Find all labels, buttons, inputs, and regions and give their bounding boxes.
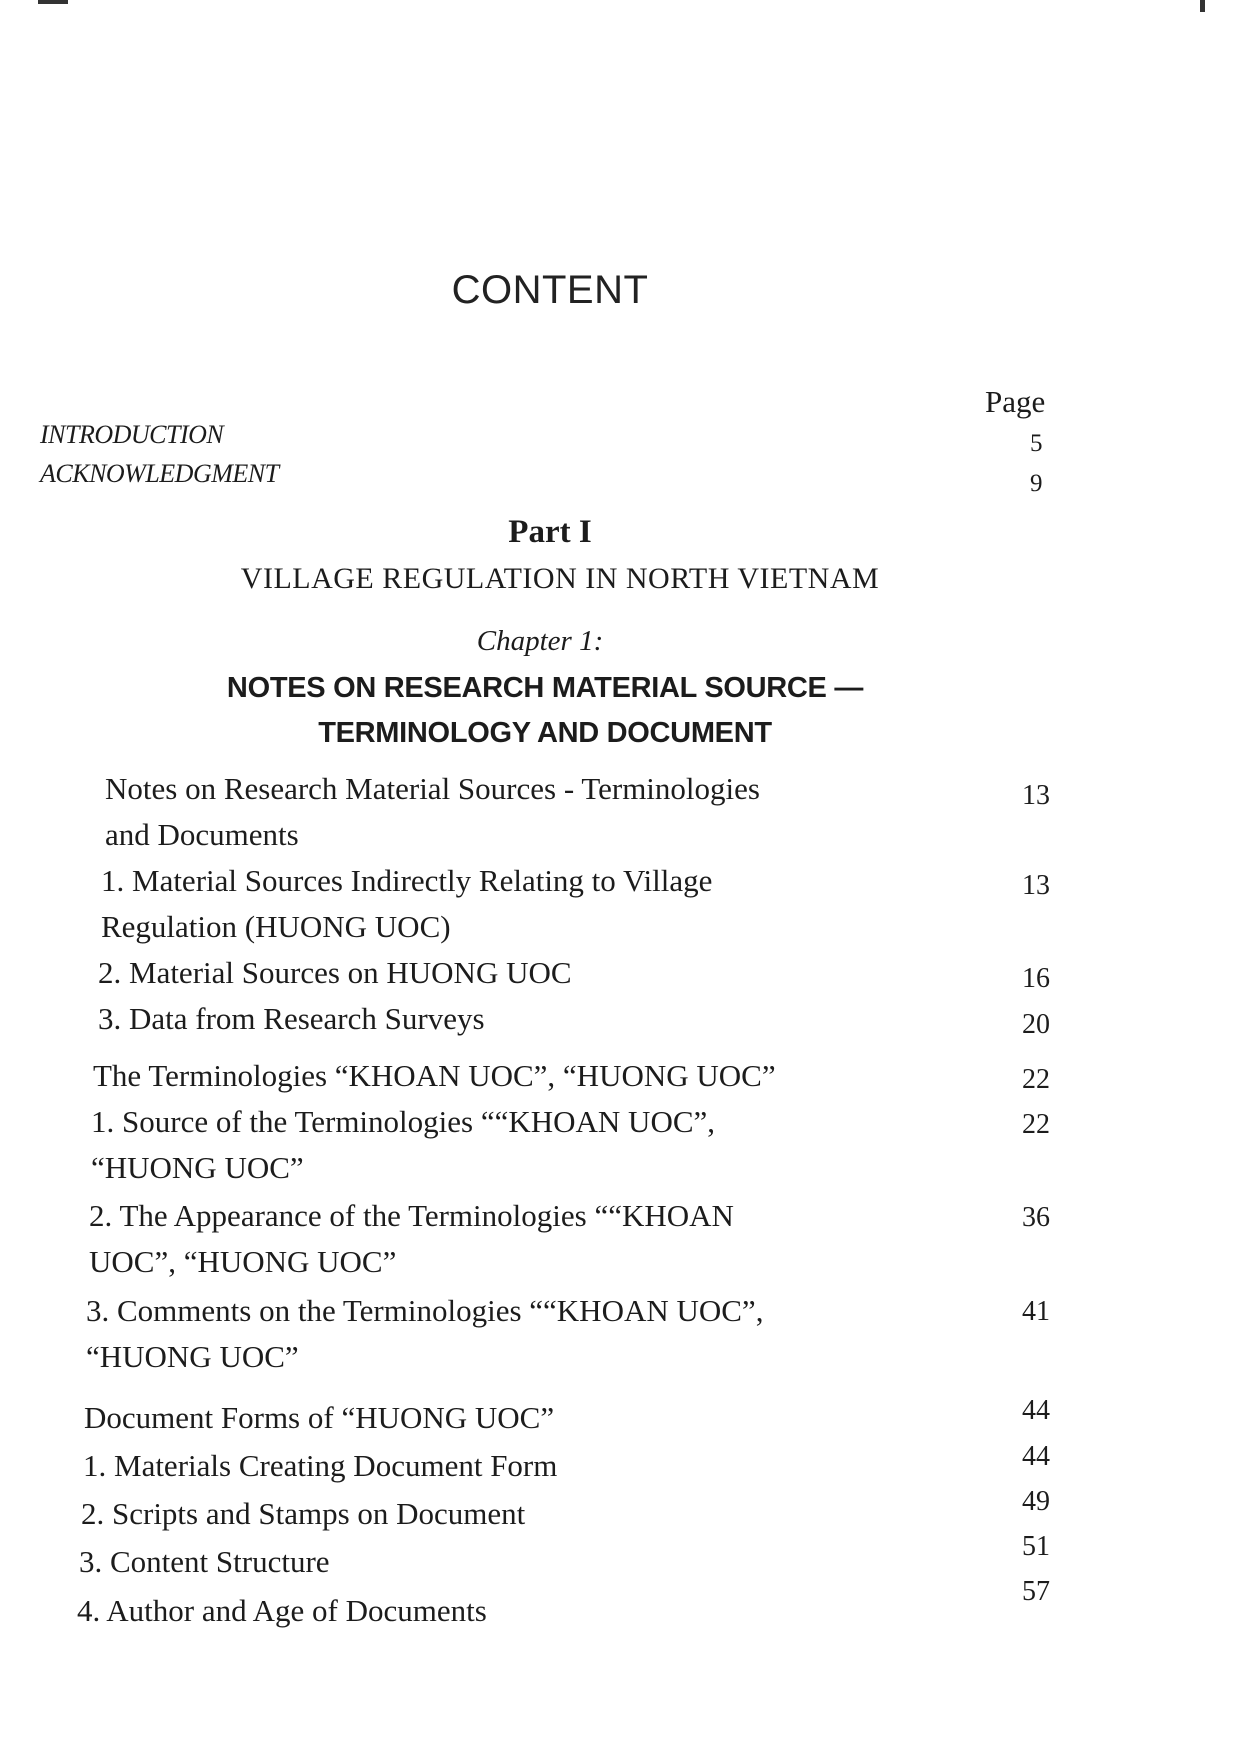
toc-entry: 3. Content Structure — [79, 1544, 330, 1579]
toc-page-number: 22 — [1022, 1109, 1050, 1140]
toc-page-number: 13 — [1022, 780, 1050, 811]
toc-page-introduction: 5 — [1030, 430, 1043, 457]
chapter-title-line-1: NOTES ON RESEARCH MATERIAL SOURCE — — [226, 672, 864, 704]
part-title: VILLAGE REGULATION IN NORTH VIETNAM — [240, 562, 880, 595]
part-heading: Part I — [508, 514, 592, 550]
toc-entry: The Terminologies “KHOAN UOC”, “HUONG UOC” — [93, 1058, 776, 1093]
toc-entry: 2. The Appearance of the Terminologies ““KHOAN UOC”, “HUONG UOC” — [89, 1198, 734, 1279]
toc-page-number: 44 — [1022, 1395, 1050, 1426]
toc-page-acknowledgment: 9 — [1030, 470, 1043, 497]
toc-entry: 2. Material Sources on HUONG UOC — [98, 955, 572, 990]
toc-entry-acknowledgment: ACKNOWLEDGMENT — [40, 459, 279, 488]
toc-entry: Notes on Research Material Sources - Terminologies and Documents — [105, 771, 760, 852]
scan-mark-top-left — [38, 0, 68, 4]
toc-page-number: 51 — [1022, 1531, 1050, 1562]
page-title: CONTENT — [451, 268, 649, 312]
toc-entry-introduction: INTRODUCTION — [40, 420, 224, 449]
toc-entry: 1. Materials Creating Document Form — [83, 1448, 558, 1483]
toc-entry: 1. Material Sources Indirectly Relating to Village Regulation (HUONG UOC) — [101, 863, 713, 944]
toc-page-number: 13 — [1022, 870, 1050, 901]
toc-entry: 2. Scripts and Stamps on Document — [81, 1496, 526, 1531]
toc-entry: 1. Source of the Terminologies ““KHOAN UOC”, “HUONG UOC” — [91, 1104, 716, 1185]
chapter-title — [0, 666, 1090, 756]
toc-page-number: 44 — [1022, 1441, 1050, 1472]
toc-entry: 3. Comments on the Terminologies ““KHOAN UOC”, “HUONG UOC” — [86, 1293, 764, 1374]
toc-page-number: 36 — [1022, 1202, 1050, 1233]
scan-mark-top-right — [1200, 0, 1205, 12]
toc-page-number: 20 — [1022, 1009, 1050, 1040]
toc-page-number: 57 — [1022, 1576, 1050, 1607]
toc-entry: 4. Author and Age of Documents — [77, 1593, 487, 1628]
chapter-title-line-2: TERMINOLOGY AND DOCUMENT — [318, 717, 772, 749]
page-column-header: Page — [985, 384, 1046, 419]
toc-page-number: 41 — [1022, 1296, 1050, 1327]
chapter-heading: Chapter 1: — [476, 625, 604, 657]
toc-page-number: 16 — [1022, 963, 1050, 994]
toc-entry: 3. Data from Research Surveys — [98, 1001, 485, 1036]
toc-page-number: 22 — [1022, 1064, 1050, 1095]
toc-page-number: 49 — [1022, 1486, 1050, 1517]
toc-entry: Document Forms of “HUONG UOC” — [84, 1400, 555, 1435]
